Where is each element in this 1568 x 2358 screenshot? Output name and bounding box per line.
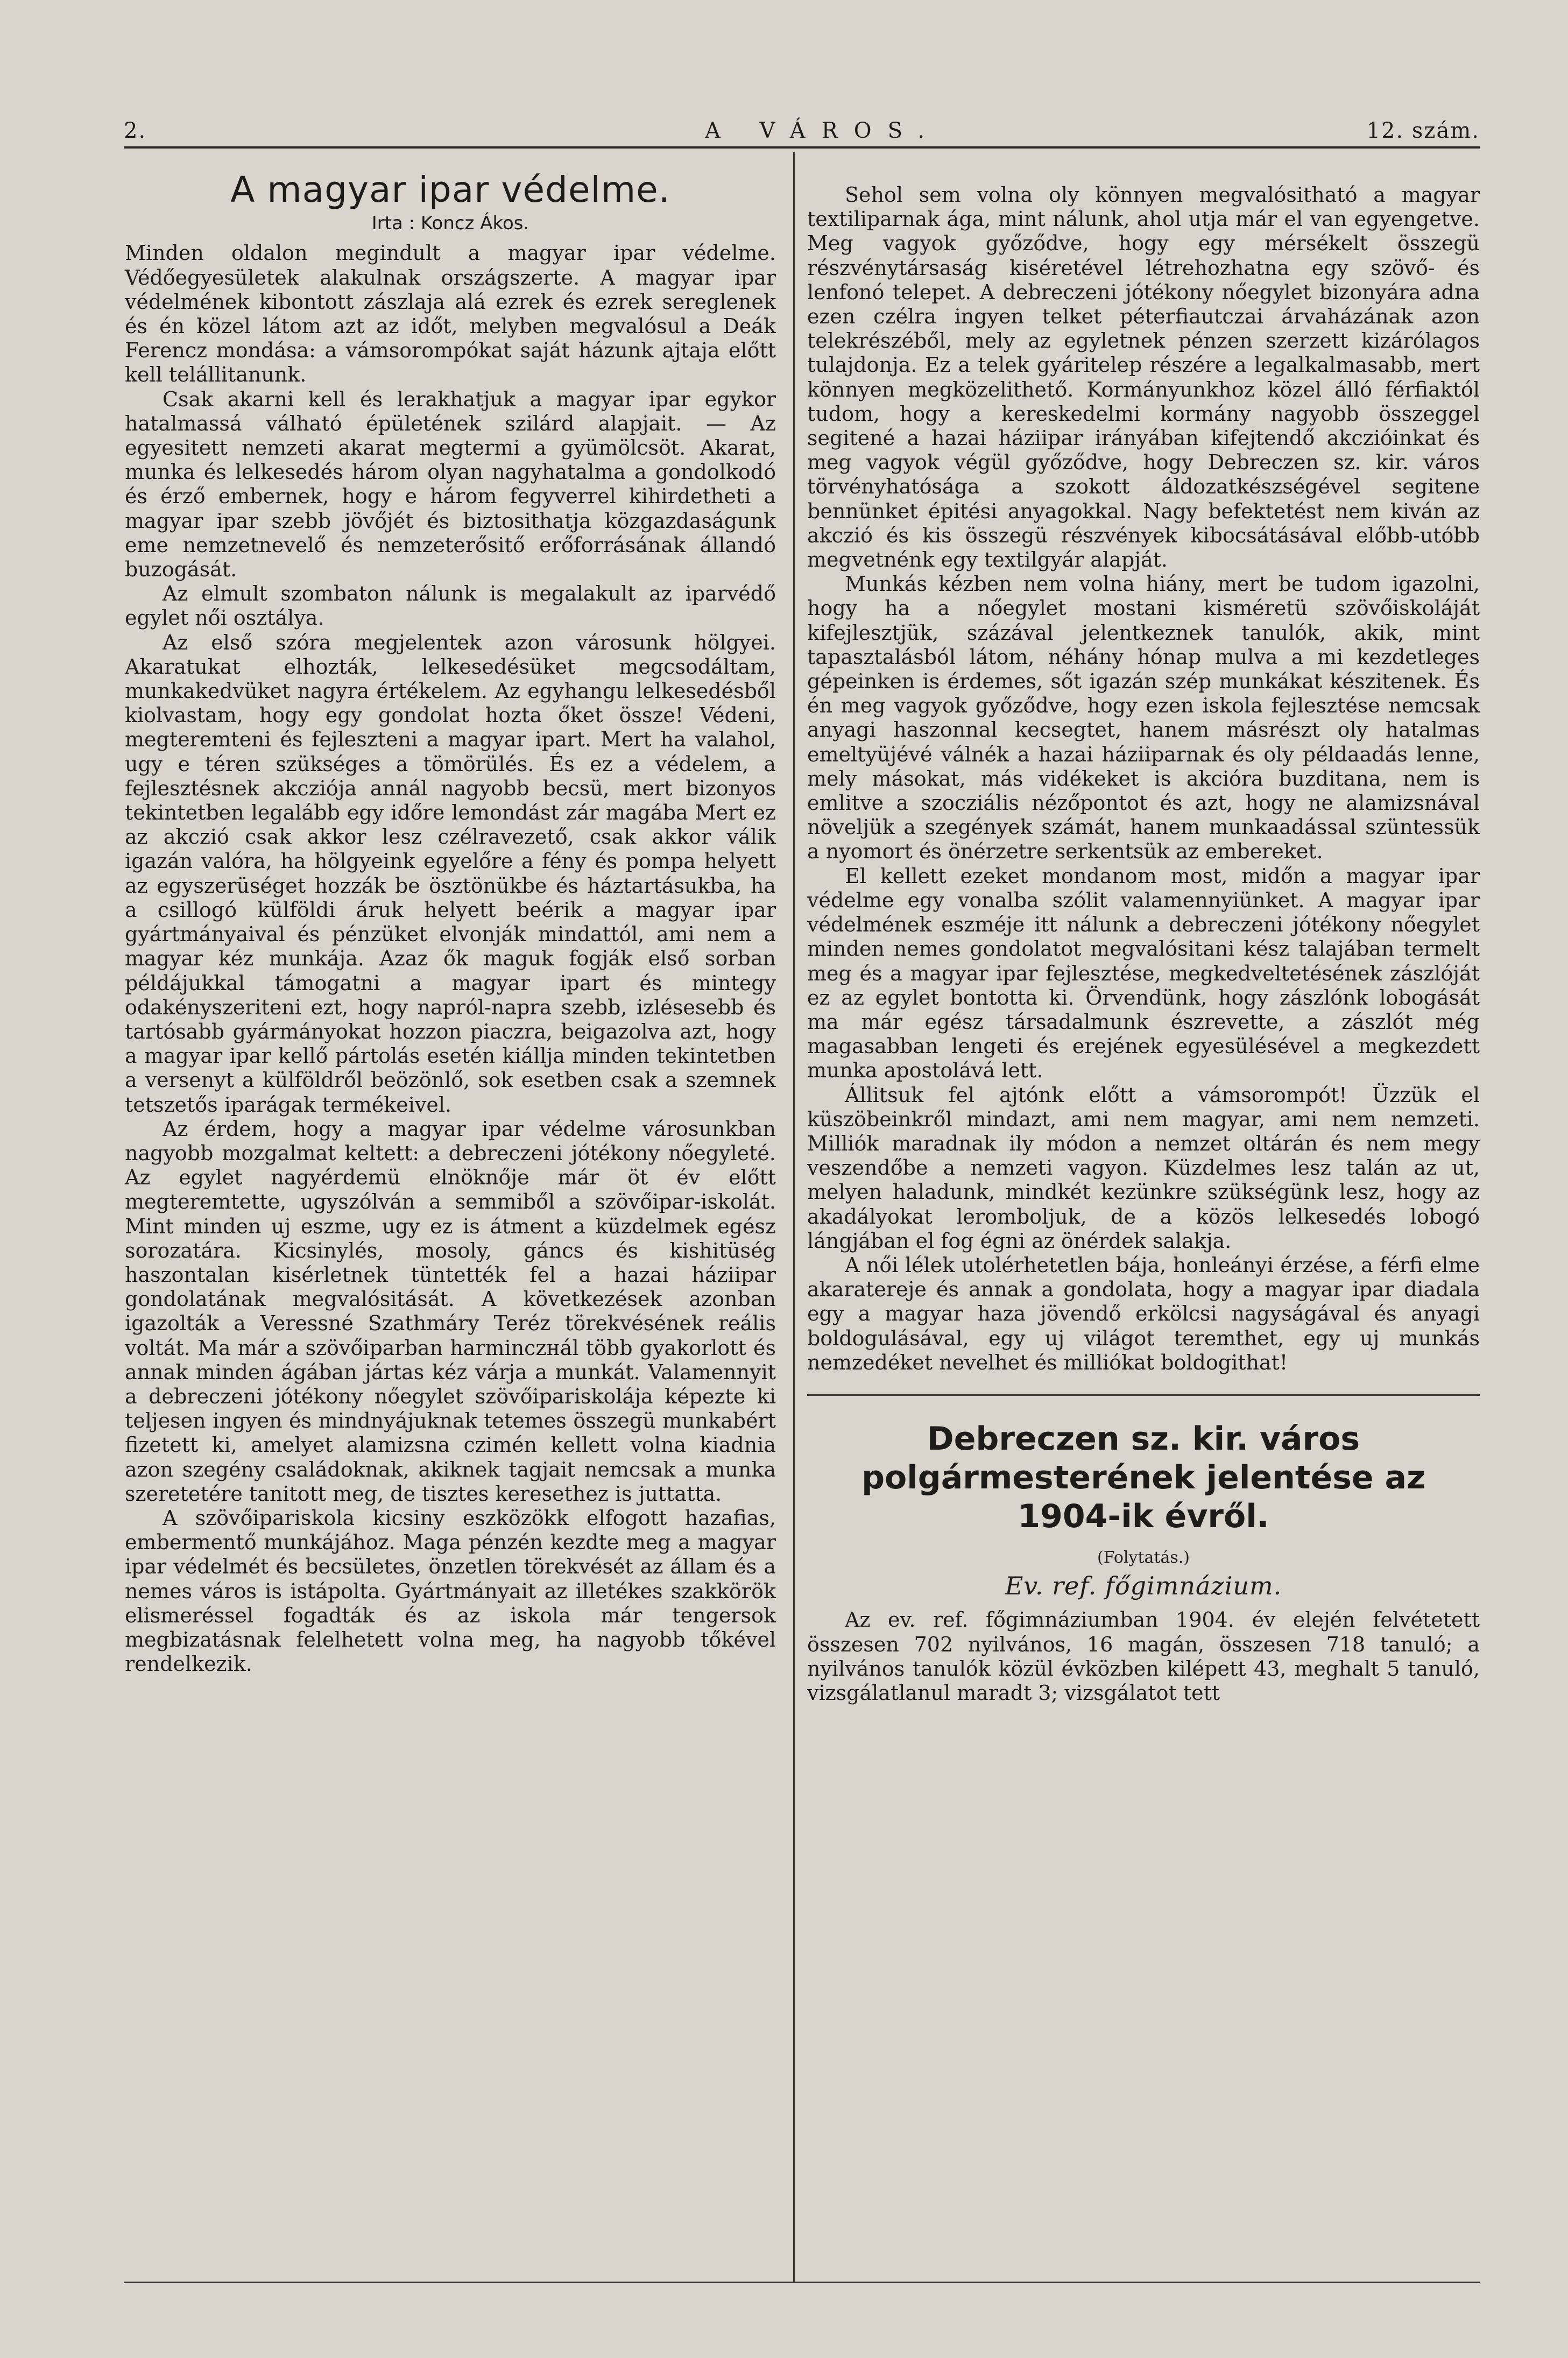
article-title: A magyar ipar védelme. xyxy=(230,169,670,210)
header-rule xyxy=(124,146,1480,149)
paragraph: A női lélek utolérhetetlen bája, honleányi érzése, a férfi elme akaratereje és annak a gondolata, hogy a magyar ipar diadala egy a magyar haza jövendő erkölcsi nagyságával és anyagi boldogulásával, egy uj világot teremthet, egy uj munkás nemzedéket nevelhet és milliókat boldogithat! xyxy=(807,1253,1480,1374)
paragraph: Állitsuk fel ajtónk előtt a vámsorompót! Üzzük el küszöbeinkről mindazt, ami nem magyar, ami nem nemzeti. Milliók maradnak ily módon a nemzet oltárán és nem megy veszendőbe a nemzeti vagyon. Küzdelmes lesz talán az ut, melyen haladunk, mindkét kezünkre szükségünk lesz, hogy az akadályokat leromboljuk, de a közös lelkesedés lobogó lángjában el fog égni az önérdek salakja. xyxy=(807,1083,1480,1253)
paragraph: Minden oldalon megindult a magyar ipar védelme. Védőegyesületek alakulnak országszerte. A magyar ipar védelmének kibontott zászlaja alá ezrek és ezrek sereglenek és én közel látom azt az időt, melyben megvalósul a Deák Ferencz mondása: a vámsorompókat saját házunk ajtaja előtt kell telállitanunk. xyxy=(125,241,776,387)
left-column xyxy=(125,169,776,1676)
page-header xyxy=(124,118,1480,151)
paragraph: Az első szóra megjelentek azon városunk hölgyei. Akaratukat elhozták, lelkesedésüket megcsodáltam, munkakedvüket nagyra értékelem. Az egyhangu lelkesedésből kiolvastam, hogy egy gondolat hozta őket össze! Védeni, megteremteni és fejleszteni a magyar ipart. Mert ha valahol, ugy e téren szükséges a tömörülés. És ez a védelem, a fejlesztésnek akcziója annál nagyobb becsü, mert bizonyos tekintetben legalább egy időre lemondást zár magába Mert ez az akczió csak akkor lesz czélravezető, csak akkor válik igazán valóra, ha hölgyeink egyelőre a fény és pompa helyett az egyszerüséget hozzák be ösztönükbe és háztartásukba, ha a csillogó külföldi áruk helyett beérik a magyar ipar gyártmányaival és pénzüket elvonják mindattól, ami nem a magyar kéz munkája. Azaz ők maguk fogják első sorban példájukkal támogatni a magyar ipart és mintegy odakényszeriteni ezt, hogy napról-napra szebb, izlésesebb és tartósabb gyármányokat hozzon piaczra, beigazolva azt, hogy a magyar ipar kellő pártolás esetén kiállja minden tekintetben a versenyt a külföldről beözönlő, sok esetben csak a szemnek tetszetős iparágak termékeivel. xyxy=(125,630,776,1117)
paragraph: Sehol sem volna oly könnyen megvalósitható a magyar textiliparnak ága, mint nálunk, ahol utja már el van egyengetve. Meg vagyok győződve, hogy egy mérsékelt összegü részvénytársaság kiséretével létrehozhatna egy szövő- és lenfonó telepet. A debreczeni jótékony nőegylet bizonyára adna ezen czélra ingyen telket péterfiautczai árvaházának azon telekrészéből, mely az egyletnek pénzen szerzett kizárólagos tulajdonja. Ez a telek gyáritelep részére a legalkalmasabb, mert könnyen megközelithető. Kormányunkhoz közel álló férfiaktól tudom, hogy a kereskedelmi kormány nagyobb összeggel segitené a hazai háziipar irányában kifejtendő akczióinkat és meg vagyok végül győződve, hogy Debreczen sz. kir. város törvényhatósága a szokott áldozatkészségével segitene bennünket épitési anyagokkal. Nagy befektetést nem kiván az akczió és kis összegü részvények kibocsátásával előbb-utóbb megvetnénk egy textilgyár alapját. xyxy=(807,183,1480,572)
paragraph: Az ev. ref. főgimnáziumban 1904. év elején felvétetett összesen 702 nyilvános, 16 magán, összesen 718 tanuló; a nyilvános tanulók közül évközben kilépett 43, meghalt 5 tanuló, vizsgálatlanul maradt 3; vizsgálatot tett xyxy=(807,1608,1480,1705)
article-byline: Irta : Koncz Ákos. xyxy=(371,213,529,235)
article-separator xyxy=(807,1394,1480,1396)
report-title: Debreczen sz. kir. város polgármesterének jelentése az 1904-ik évről. xyxy=(861,1420,1425,1535)
continued-note: (Folytatás.) xyxy=(1097,1548,1190,1567)
column-divider xyxy=(793,152,795,2283)
footer-rule xyxy=(124,2282,1480,2283)
paragraph: A szövőipariskola kicsiny eszközökk elfogott hazafias, embermentő munkájához. Maga pénzén kezdte meg a magyar ipar védelmét és becsületes, önzetlen törekvését az állam és a nemes város is istápolta. Gyártmányait az illetékes szakkörök elismeréssel fogadták és az iskola már tengersok megbizatásnak felelhetett volna meg, ha nagyobb tőkével rendelkezik. xyxy=(125,1506,776,1676)
masthead: A VÁROS. xyxy=(705,118,941,143)
page-number: 2. xyxy=(124,118,147,143)
right-column xyxy=(807,183,1480,1705)
paragraph: Az érdem, hogy a magyar ipar védelme városunkban nagyobb mozgalmat keltett: a debreczeni jótékony nőegyleté. Az egylet nagyérdemü elnöknője már öt év előtt megteremtette, ugyszólván a semmiből a szövőipar-iskolát. Mint minden uj eszme, ugy ez is átment a küzdelmek egész sorozatára. Kicsinylés, mosoly, gáncs és kishitüség haszontalan kisérletnek tüntették fel a hazai háziipar gondolatának megvalósitását. A következések azonban igazolták a Veressné Szathmáry Teréz törekvésének reális voltát. Ma már a szövőiparban harminczнál több gyakorlott és annak minden ágában jártas kéz várja a munkát. Valamennyit a debreczeni jótékony nőegylet szövőipariskolája képezte ki teljesen ingyen és mindnyájuknak tetemes összegü munkabért fizetett ki, amelyet alamizsna czimén kellett volna kiadnia azon szegény családoknak, akiknek tagjait nemcsak a munka szeretetére tanitott meg, de tisztes keresethez is juttatta. xyxy=(125,1117,776,1506)
paragraph: Csak akarni kell és lerakhatjuk a magyar ipar egykor hatalmassá válható épületének szilárd alapjait. — Az egyesitett nemzeti akarat megtermi a gyümölcsöt. Akarat, munka és lelkesedés három olyan nagyhatalma a gondolkodó és érző embernek, hogy e három fegyverrel kihirdetheti a magyar ipar szebb jövőjét és biztosithatja közgazdaságunk eme nemzetnevelő és nemzeterősitő erőforrásának állandó buzogását. xyxy=(125,387,776,582)
issue-number: 12. szám. xyxy=(1366,118,1480,143)
paragraph: El kellett ezeket mondanom most, midőn a magyar ipar védelme egy vonalba szólit valamennyiünket. A magyar ipar védelmének eszméje itt nálunk a debreczeni jótékony nőegylet minden nemes gondolatot megvalósitani kész talajában termelt meg és a magyar ipar fejlesztése, megkedveltetésének zászlóját ez az egylet bontotta ki. Örvendünk, hogy zászlónk lobogását ma már egész társadalmunk észrevette, a zászlót még magasabban lengeti és erejének egyesülésével a megkezdett munka apostolává lett. xyxy=(807,864,1480,1083)
paragraph: Az elmult szombaton nálunk is megalakult az iparvédő egylet női osztálya. xyxy=(125,582,776,630)
section-heading: Ev. ref. főgimnázium. xyxy=(1005,1571,1282,1601)
paragraph: Munkás kézben nem volna hiány, mert be tudom igazolni, hogy ha a nőegylet mostani kisméretü szövőiskoláját kifejlesztjük, százával jelentkeznek tanulók, akik, mint tapasztalásból látom, néhány hónap mulva a mi kezdetleges gépeinken is érdemes, sőt igazán szép munkákat készitenek. És én meg vagyok győződve, hogy ezen iskola fejlesztése nemcsak anyagi haszonnal kecsegtet, hanem másrészt oly hatalmas emeltyüjévé válnék a hazai háziiparnak és oly példaadás lenne, mely másokat, más vidékeket is akcióra buzditana, nem is emlitve a szocziális nézőpontot és azt, hogy ne alamizsnával növeljük a szegények számát, hanem munkaadással szüntessük a nyomort és önérzetre serkentsük az embereket. xyxy=(807,572,1480,864)
